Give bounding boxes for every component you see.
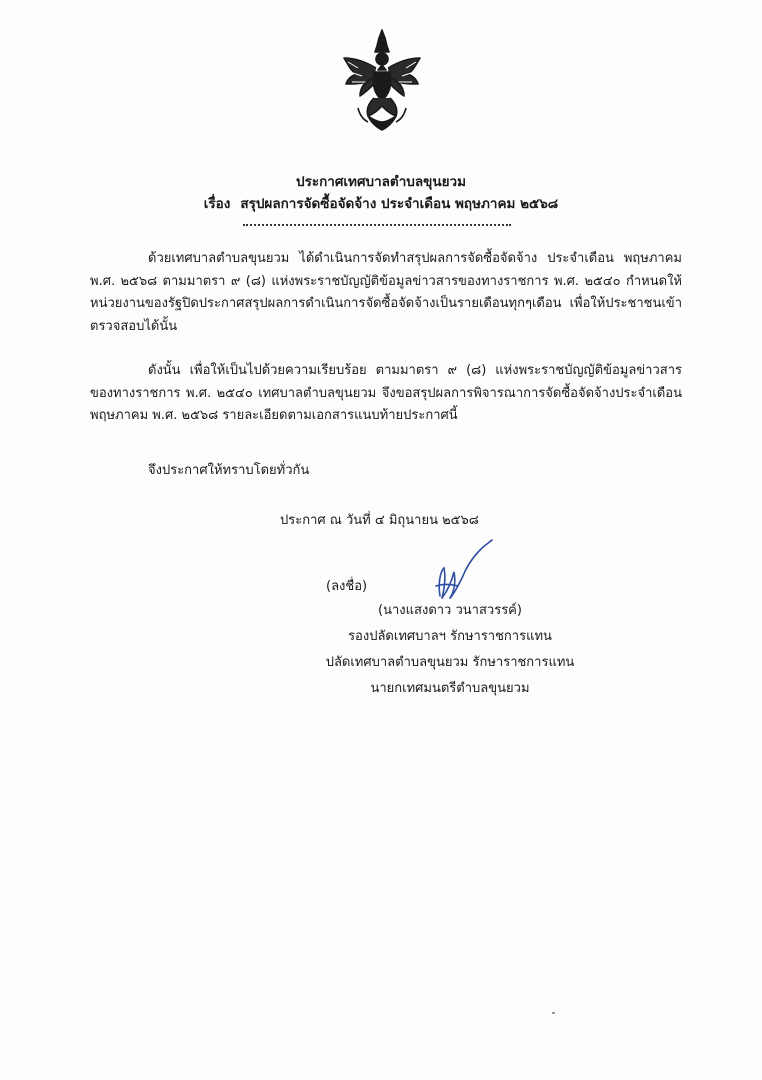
paragraph-line: ตรวจสอบได้นั้น xyxy=(90,318,178,334)
garuda-emblem-icon xyxy=(338,28,426,132)
signed-label: (ลงชื่อ) xyxy=(326,579,368,594)
document-title: ประกาศเทศบาลตำบลขุนยวม xyxy=(296,174,466,190)
paragraph-1 xyxy=(90,248,682,338)
paragraph-line: พ.ศ. ๒๕๖๘ ตามมาตรา ๙ (๘) แห่งพระราชบัญญัติข้อมูลข่าวสารของทางราชการ พ.ศ. ๒๕๔๐ กำหนดให้ xyxy=(90,273,682,289)
document-subject xyxy=(0,192,762,214)
paragraph-2 xyxy=(90,360,682,428)
scan-speck xyxy=(552,1012,555,1014)
signer-position: ปลัดเทศบาลตำบลขุนยวม รักษาราชการแทน xyxy=(325,655,575,670)
paragraph-line: พฤษภาคม พ.ศ. ๒๕๖๘ รายละเอียดตามเอกสารแนบท้ายประกาศนี้ xyxy=(90,408,458,423)
subject-label: เรื่อง xyxy=(203,196,231,212)
paragraph-line: ดังนั้น เพื่อให้เป็นไปด้วยความเรียบร้อย ตามมาตรา ๙ (๘) แห่งพระราชบัญญัติข้อมูลข่าวสาร xyxy=(148,363,682,378)
dotted-divider xyxy=(243,224,511,226)
paragraph-line: หน่วยงานของรัฐปิดประกาศสรุปผลการดำเนินการจัดซื้อจัดจ้างเป็นรายเดือนทุกๆเดือน เพื่อให้ประชาชนเข้า xyxy=(90,296,682,311)
paragraph-line: ด้วยเทศบาลตำบลขุนยวม ได้ดำเนินการจัดทำสรุปผลการจัดซื้อจัดจ้าง ประจำเดือน พฤษภาคม xyxy=(148,251,682,266)
paragraph-line: ของทางราชการ พ.ศ. ๒๕๔๐ เทศบาลตำบลขุนยวม จึงขอสรุปผลการพิจารณาการจัดซื้อจัดจ้างประจำเดือน xyxy=(90,385,682,401)
subject-text: สรุปผลการจัดซื้อจัดจ้าง ประจำเดือน พฤษภาคม ๒๕๖๘ xyxy=(240,196,559,212)
signer-block xyxy=(300,598,600,702)
signer-name: (นางแสงดาว วนาสวรรค์) xyxy=(378,603,522,618)
signer-position: รองปลัดเทศบาลฯ รักษาราชการแทน xyxy=(348,629,552,644)
signer-position: นายกเทศมนตรีตำบลขุนยวม xyxy=(370,681,530,696)
announcement-date: ประกาศ ณ วันที่ ๔ มิถุนายน ๒๕๖๘ xyxy=(280,513,479,528)
closing-statement: จึงประกาศให้ทราบโดยทั่วกัน xyxy=(148,463,310,478)
